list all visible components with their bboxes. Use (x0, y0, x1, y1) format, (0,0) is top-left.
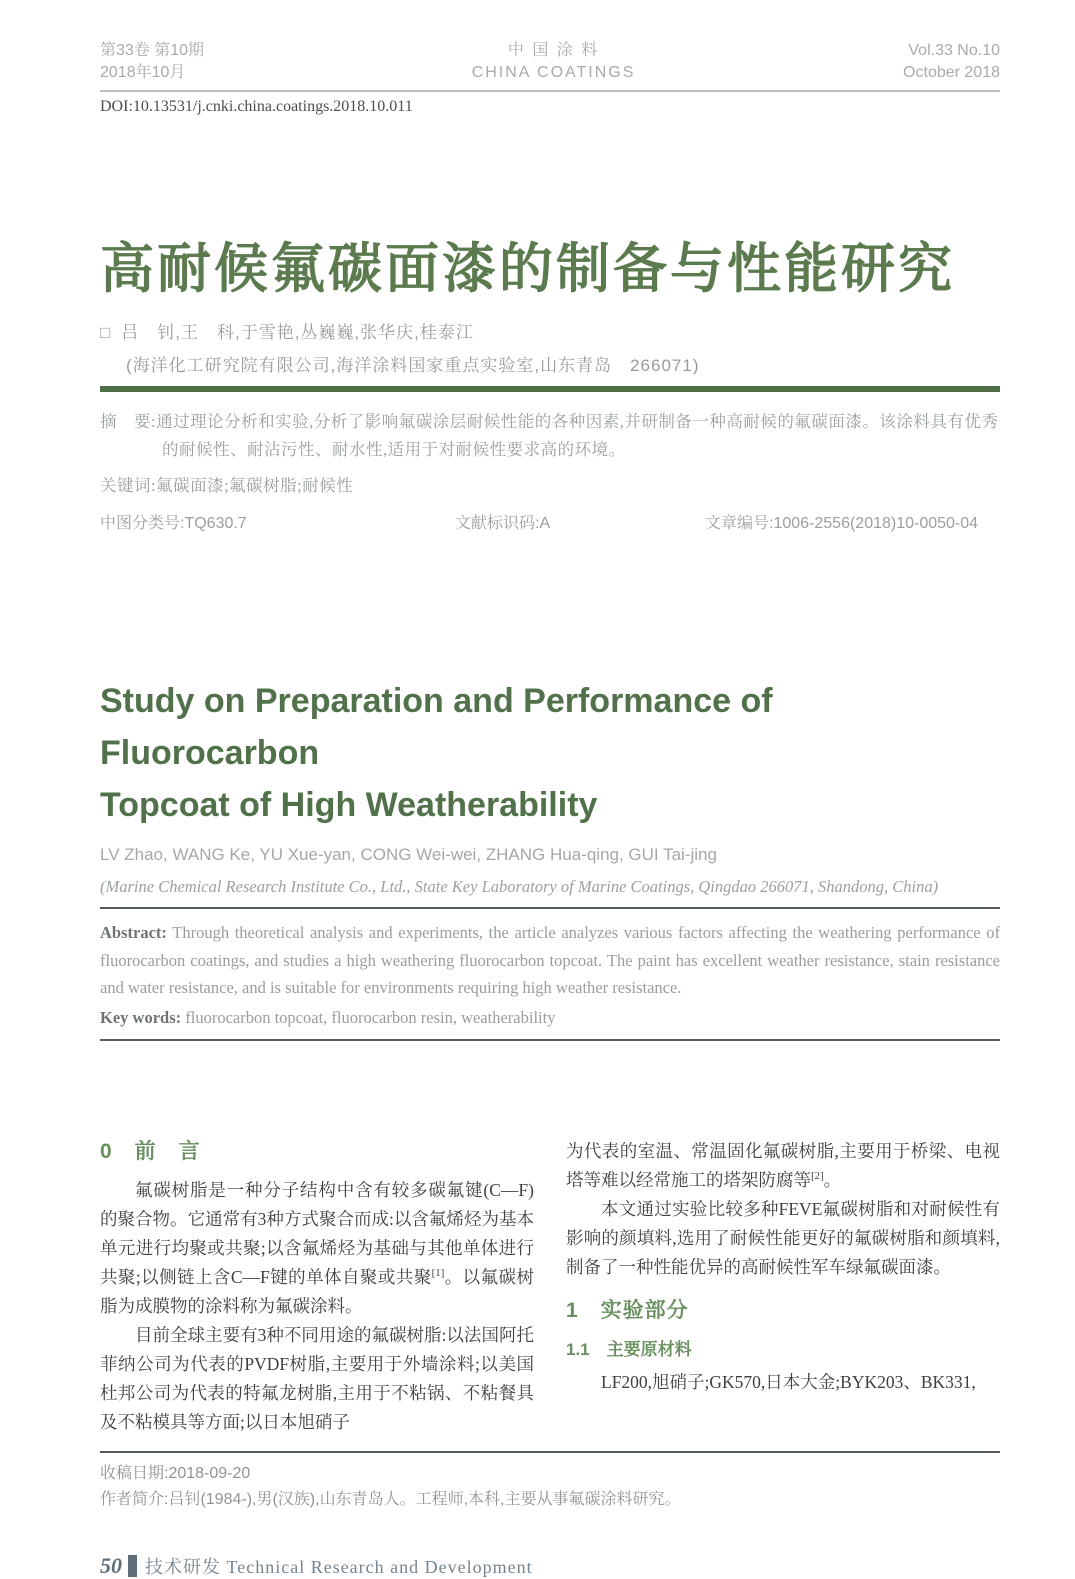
footer-section-label (145, 1553, 533, 1579)
footnote-author-bio: 作者简介:吕钊(1984-),男(汉族),山东青岛人。工程师,本科,主要从事氟碳涂料研究。 (100, 1491, 681, 1508)
body-paragraph (566, 1137, 1000, 1195)
authors-cn-text: 吕 钊,王 科,于雪艳,丛巍巍,张华庆,桂泰江 (121, 323, 474, 342)
article-title-cn: 高耐候氟碳面漆的制备与性能研究 (100, 239, 955, 299)
authors-en: LV Zhao, WANG Ke, YU Xue-yan, CONG Wei-wei, ZHANG Hua-qing, GUI Tai-jing (100, 845, 717, 864)
article-title-en-line1: Study on Preparation and Performance of Fluorocarbon (100, 682, 773, 772)
keywords-en (100, 1004, 1000, 1032)
affiliation-en: (Marine Chemical Research Institute Co., Ltd., State Key Laboratory of Marine Coatings, Qingdao 266071, Shandong, China) (100, 877, 939, 896)
citation-superscript: [2] (811, 1170, 824, 1183)
authors-cn (100, 318, 1000, 343)
journal-volume-en-line1: Vol.33 No.10 (908, 42, 1000, 59)
journal-name (472, 40, 636, 84)
footer-section-cn: 技术研发 (145, 1557, 221, 1577)
body-paragraph: 目前全球主要有3种不同用途的氟碳树脂:以法国阿托菲纳公司为代表的PVDF树脂,主要用于外墙涂料;以美国杜邦公司为代表的特氟龙树脂,主用于不粘锅、不粘餐具及不粘模具等方面;以日本旭硝子 (100, 1325, 534, 1432)
body-paragraph: 本文通过实验比较多种FEVE氟碳树脂和对耐候性有影响的颜填料,选用了耐候性能更好的氟碳树脂和颜填料,制备了一种性能优异的高耐候性军车绿氟碳面漆。 (566, 1199, 1000, 1277)
paragraph-text: 。以氟碳树脂为成膜物的涂料称为氟碳涂料。 (100, 1267, 534, 1316)
abstract-en-text: Through theoretical analysis and experiments, the article analyzes various factors affecting the weathering performance of fluorocarbon coatings, and studies a high weathering fluorocarbon topcoat. The paint has excellent weather resistance, stain resistance and water resistance, and is suitable for environments requiring high weather resistance. (100, 923, 1000, 997)
journal-name-en: CHINA COATINGS (471, 64, 636, 81)
article-title-en (100, 675, 1000, 831)
classification-line (100, 510, 1000, 533)
paragraph-text: 。 (823, 1170, 842, 1190)
article-body (100, 1137, 1000, 1437)
body-paragraph (100, 1176, 534, 1321)
keywords-cn-label: 关键词: (100, 476, 157, 495)
paragraph-text: 为代表的室温、常温固化氟碳树脂,主要用于桥梁、电视塔等难以经常施工的塔架防腐等 (566, 1141, 1000, 1190)
body-right-column (566, 1137, 1000, 1437)
footnote (100, 1451, 1000, 1513)
abstract-en-label: Abstract: (100, 923, 167, 942)
keywords-cn (100, 472, 1000, 500)
journal-volume-cn-line2: 2018年10月 (100, 64, 186, 81)
keywords-cn-text: 氟碳面漆;氟碳树脂;耐候性 (156, 476, 354, 495)
paragraph-text: 氟碳树脂是一种分子结构中含有较多碳氟键(C—F)的聚合物。它通常有3种方式聚合而成:以含氟烯烃为基本单元进行均聚或共聚;以含氟烯烃为基础与其他单体进行共聚;以侧链上含C—F键的单体自聚或共聚 (100, 1180, 534, 1287)
footer-section-en: Technical Research and Development (226, 1557, 533, 1577)
clc-number: 中图分类号:TQ630.7 (100, 515, 247, 532)
journal-volume-en (903, 40, 1000, 84)
footer-bar-icon (128, 1555, 137, 1577)
article-id: 文章编号:1006-2556(2018)10-0050-04 (705, 515, 979, 532)
journal-name-cn: 中 国 涂 料 (507, 42, 600, 59)
divider-bar (100, 386, 1000, 392)
journal-header (100, 40, 1000, 92)
section-heading-1: 1 实验部分 (566, 1299, 689, 1322)
affiliation-cn: (海洋化工研究院有限公司,海洋涂料国家重点实验室,山东青岛 266071) (126, 356, 700, 375)
abstract-en (100, 919, 1000, 1002)
body-paragraph: LF200,旭硝子;GK570,日本大金;BYK203、BK331, (601, 1372, 976, 1392)
abstract-cn (100, 408, 1000, 464)
author-marker-icon: □ (100, 323, 112, 342)
journal-volume-cn (100, 40, 204, 84)
citation-superscript: [1] (431, 1267, 445, 1280)
doi-line: DOI:10.13531/j.cnki.china.coatings.2018.10.011 (100, 98, 413, 115)
abstract-cn-text: 通过理论分析和实验,分析了影响氟碳涂层耐候性能的各种因素,并研制备一种高耐候的氟碳面漆。该涂料具有优秀的耐候性、耐沾污性、耐水性,适用于对耐候性要求高的环境。 (156, 412, 999, 459)
article-title-en-line2: Topcoat of High Weatherability (100, 786, 598, 824)
footnote-received-date: 收稿日期:2018-09-20 (100, 1465, 251, 1482)
keywords-en-label: Key words: (100, 1007, 182, 1027)
body-left-column (100, 1137, 534, 1437)
abstract-cn-label: 摘 要: (100, 412, 157, 431)
keywords-en-text: fluorocarbon topcoat, fluorocarbon resin, weatherability (181, 1007, 556, 1027)
journal-volume-cn-line1: 第33卷 第10期 (100, 42, 205, 59)
section-heading-0: 0 前 言 (100, 1140, 201, 1163)
subsection-heading-1-1: 1.1 主要原材料 (566, 1340, 692, 1359)
page-footer (100, 1553, 1000, 1579)
abstract-bottom-rule (100, 1039, 1000, 1041)
page-number: 50 (100, 1553, 122, 1578)
journal-volume-en-line2: October 2018 (903, 64, 1000, 81)
document-code: 文献标识码:A (455, 515, 551, 532)
abstract-top-rule (100, 907, 1000, 909)
